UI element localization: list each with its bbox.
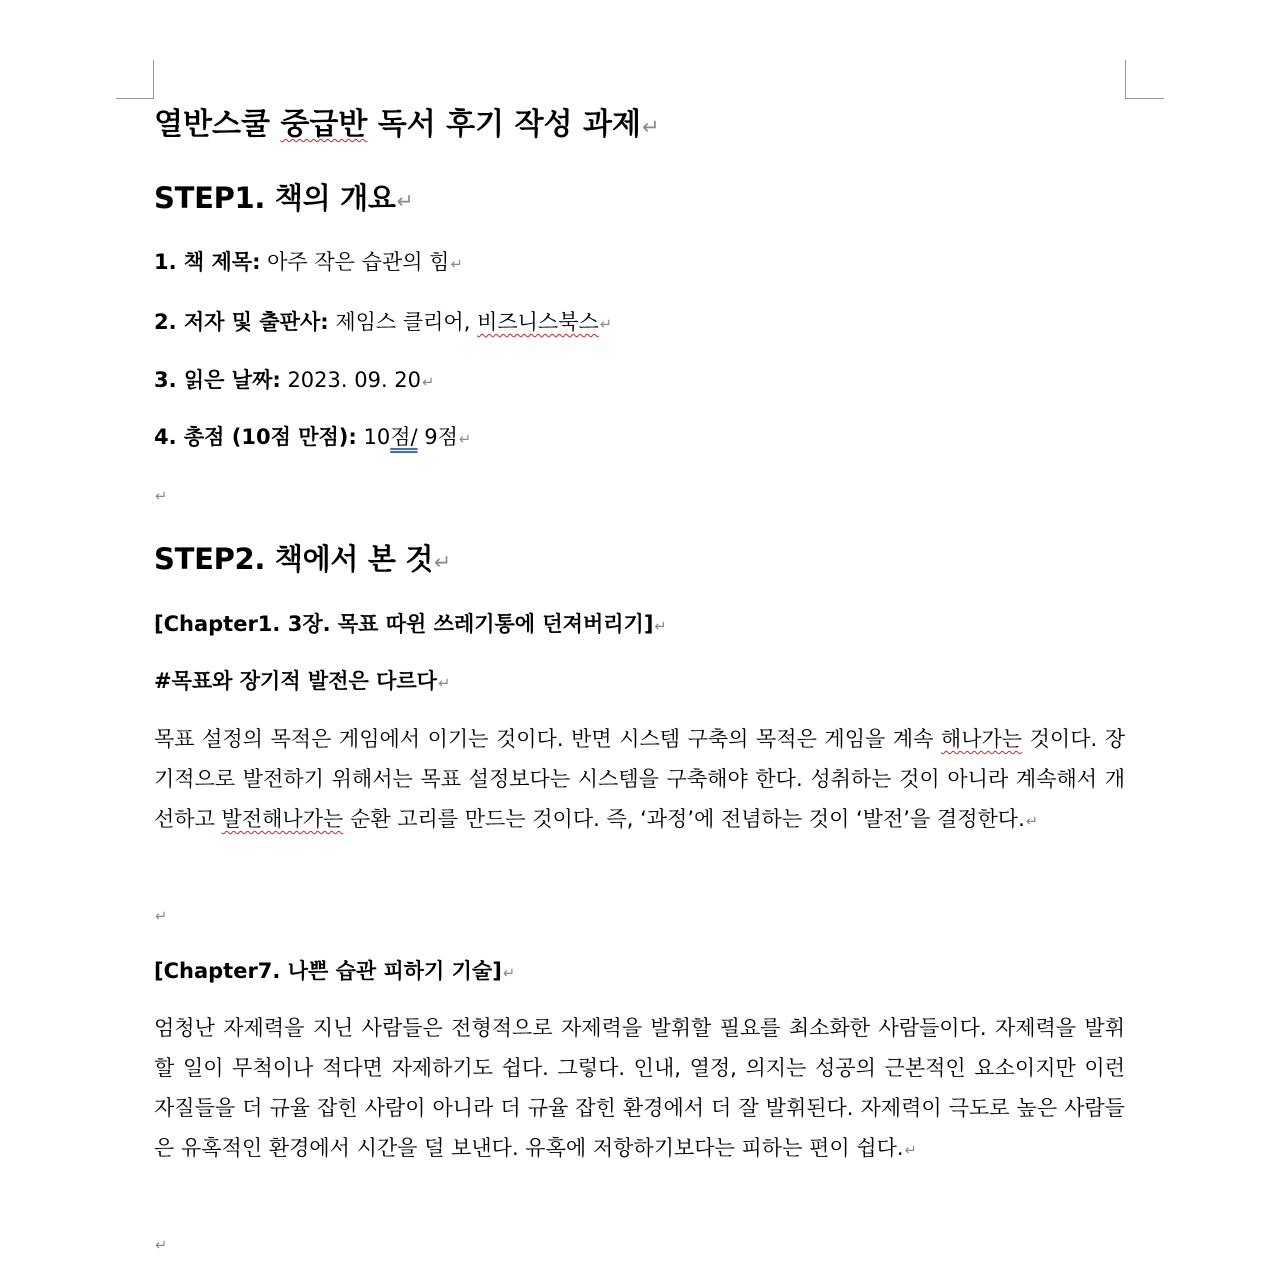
paragraph-mark: ↵ — [450, 256, 463, 273]
chapter1-subtitle[interactable]: #목표와 장기적 발전은 다르다↵ — [154, 669, 451, 693]
paragraph-mark: ↵ — [155, 908, 168, 925]
paragraph-mark: ↵ — [155, 488, 168, 505]
paragraph-mark: ↵ — [654, 618, 667, 635]
empty-paragraph[interactable] — [154, 904, 167, 925]
field-book-title[interactable]: 1. 책 제목: 아주 작은 습관의 힘↵ — [154, 250, 463, 274]
empty-paragraph[interactable] — [154, 1233, 167, 1254]
paragraph-mark: ↵ — [1025, 813, 1039, 830]
page-corner-mark-left — [116, 60, 154, 99]
field-read-date[interactable]: 3. 읽은 날짜: 2023. 09. 20↵ — [154, 368, 435, 392]
paragraph-mark: ↵ — [437, 675, 451, 692]
field-score[interactable]: 4. 총점 (10점 만점): 10점/ 9점↵ — [154, 425, 472, 449]
step1-heading[interactable]: STEP1. 책의 개요↵ — [154, 181, 414, 215]
field-author-publisher[interactable]: 2. 저자 및 출판사: 제임스 클리어, 비즈니스북스↵ — [154, 310, 613, 334]
paragraph-mark: ↵ — [434, 550, 451, 574]
step2-heading[interactable]: STEP2. 책에서 본 것↵ — [154, 542, 451, 576]
paragraph-mark: ↵ — [422, 374, 435, 391]
paragraph-mark: ↵ — [458, 431, 472, 448]
paragraph-mark: ↵ — [641, 115, 660, 139]
paragraph-mark: ↵ — [396, 189, 414, 213]
page-corner-mark-right — [1125, 60, 1164, 99]
paragraph-mark: ↵ — [502, 965, 516, 982]
paragraph-mark: ↵ — [904, 1142, 917, 1159]
chapter1-body[interactable]: 목표 설정의 목적은 게임에서 이기는 것이다. 반면 시스템 구축의 목적은 게임을 계속 해나가는 것이다. 장기적으로 발전하기 위해서는 목표 설정보다는 시스템을 구축해야 한다. 성취하는 것이 아니라 계속해서 개선하고 발전해나가는 순환 고리를 만드는 것이다. 즉, ‘과정’에 전념하는 것이 ‘발전’을 결정한다.↵ — [154, 727, 1125, 831]
document-title[interactable]: 열반스쿨 중급반 독서 후기 작성 과제↵ — [154, 107, 660, 142]
paragraph-mark: ↵ — [155, 1237, 168, 1254]
paragraph-mark: ↵ — [599, 316, 613, 333]
chapter7-body[interactable]: 엄청난 자제력을 지닌 사람들은 전형적으로 자제력을 발휘할 필요를 최소화한 사람들이다. 자제력을 발휘할 일이 무척이나 적다면 자제하기도 쉽다. 그렇다. 인내, 열정, 의지는 성공의 근본적인 요소이지만 이런 자질들을 더 규율 잡힌 사람이 아니라 더 규율 잡힌 환경에서 더 잘 발휘된다. 자제력이 극도로 높은 사람들은 유혹적인 환경에서 시간을 덜 보낸다. 유혹에 저항하기보다는 피하는 편이 쉽다.↵ — [154, 1016, 1125, 1160]
empty-paragraph[interactable] — [154, 484, 167, 505]
chapter1-title[interactable]: [Chapter1. 3장. 목표 따윈 쓰레기통에 던져버리기]↵ — [154, 612, 667, 636]
chapter7-title[interactable]: [Chapter7. 나쁜 습관 피하기 기술]↵ — [154, 959, 516, 983]
